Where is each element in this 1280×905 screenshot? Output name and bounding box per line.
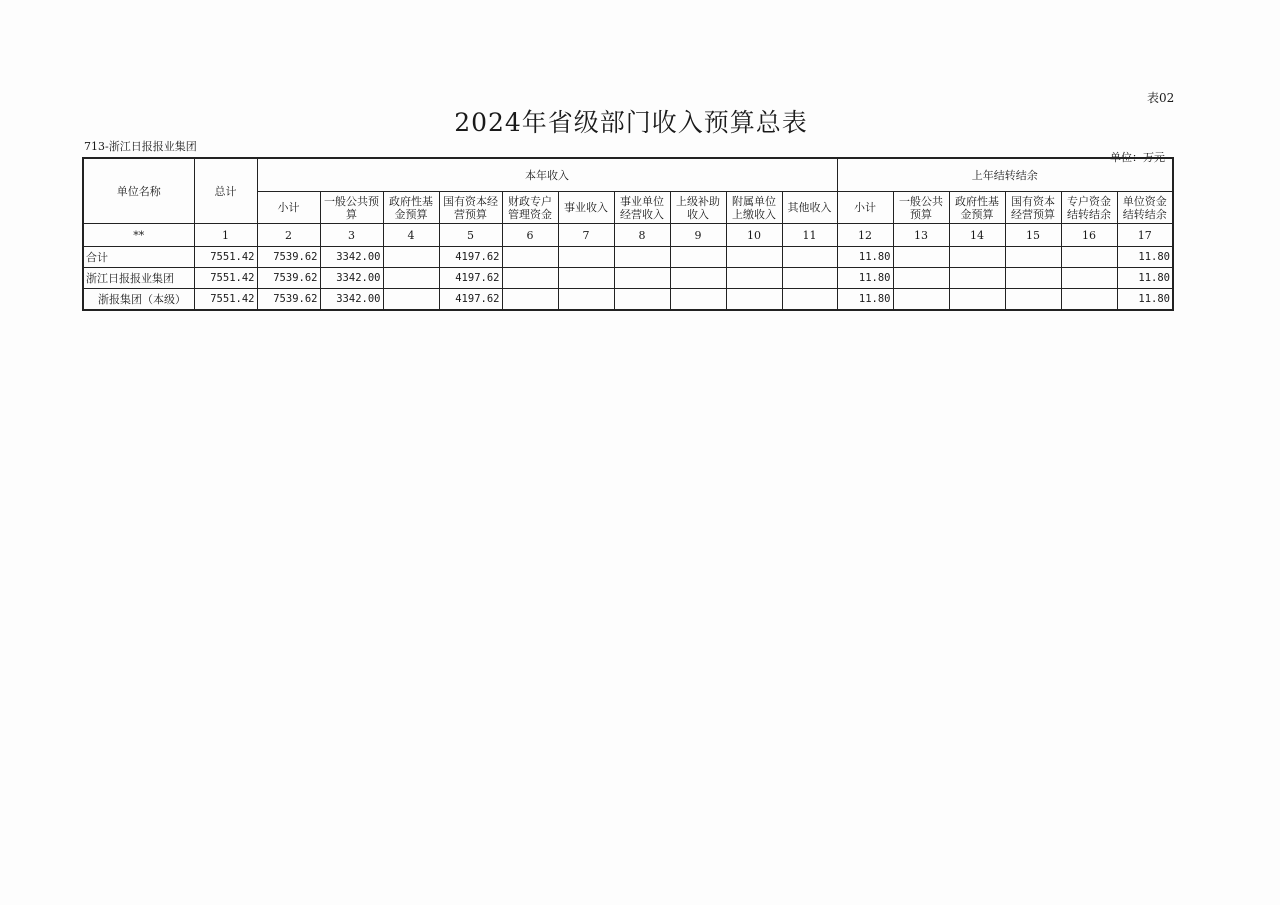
department-label: 713-浙江日报报业集团 (84, 140, 197, 153)
header-current-year-col: 财政专户管理资金 (502, 192, 558, 224)
header-carryover-col: 政府性基金预算 (949, 192, 1005, 224)
header-carryover-col: 专户资金结转结余 (1061, 192, 1117, 224)
table-cell (1005, 247, 1061, 268)
table-cell (558, 289, 614, 311)
header-current-year-col: 其他收入 (782, 192, 837, 224)
header-carryover-col: 一般公共预算 (893, 192, 949, 224)
header-current-year-col: 附属单位上缴收入 (726, 192, 782, 224)
table-cell (383, 268, 439, 289)
column-index-cell: 17 (1117, 224, 1173, 247)
table-cell: 11.80 (837, 268, 893, 289)
header-current-year-col: 政府性基金预算 (383, 192, 439, 224)
column-index-cell: 3 (320, 224, 383, 247)
header-current-year-col: 小计 (257, 192, 320, 224)
table-cell (1061, 268, 1117, 289)
column-index-cell: 14 (949, 224, 1005, 247)
column-index-cell: 1 (194, 224, 257, 247)
table-cell: 11.80 (1117, 268, 1173, 289)
table-cell: 4197.62 (439, 247, 502, 268)
table-cell (502, 247, 558, 268)
table-cell (949, 268, 1005, 289)
column-index-cell: 2 (257, 224, 320, 247)
table-cell (558, 268, 614, 289)
table-cell (782, 268, 837, 289)
table-cell (670, 268, 726, 289)
table-cell (1005, 268, 1061, 289)
table-cell: 11.80 (837, 247, 893, 268)
header-current-year-col: 事业单位经营收入 (614, 192, 670, 224)
table-cell (949, 289, 1005, 311)
table-cell (949, 247, 1005, 268)
column-index-cell: 5 (439, 224, 502, 247)
table-cell (670, 289, 726, 311)
row-unit-name: 浙江日报报业集团 (83, 268, 194, 289)
revenue-budget-table (82, 157, 1174, 311)
table-cell: 3342.00 (320, 289, 383, 311)
table-cell: 3342.00 (320, 247, 383, 268)
table-cell (782, 247, 837, 268)
header-current-year-col: 国有资本经营预算 (439, 192, 502, 224)
row-unit-name: 浙报集团（本级） (83, 289, 194, 311)
column-index-cell: 8 (614, 224, 670, 247)
table-cell: 11.80 (1117, 247, 1173, 268)
table-row (83, 268, 1173, 289)
column-index-cell: 6 (502, 224, 558, 247)
table-row (83, 247, 1173, 268)
table-cell: 7551.42 (194, 247, 257, 268)
table-cell: 7539.62 (257, 268, 320, 289)
page-title: 2024年省级部门收入预算总表 (454, 108, 808, 137)
table-cell: 4197.62 (439, 289, 502, 311)
header-current-year-col: 事业收入 (558, 192, 614, 224)
column-index-cell: 16 (1061, 224, 1117, 247)
unit-label: 单位：万元 (1110, 151, 1165, 164)
header-carryover-group: 上年结转结余 (837, 158, 1173, 192)
table-cell (726, 289, 782, 311)
header-unit-name: 单位名称 (83, 158, 194, 224)
column-index-cell: 7 (558, 224, 614, 247)
table-cell (558, 247, 614, 268)
column-index-cell: 11 (782, 224, 837, 247)
header-carryover-col: 单位资金结转结余 (1117, 192, 1173, 224)
table-number-label: 表02 (1147, 91, 1175, 105)
column-index-cell: 10 (726, 224, 782, 247)
table-cell (1061, 247, 1117, 268)
column-index-cell: 13 (893, 224, 949, 247)
table-cell: 4197.62 (439, 268, 502, 289)
table-cell (614, 289, 670, 311)
table-cell (670, 247, 726, 268)
table-cell: 11.80 (837, 289, 893, 311)
table-row (83, 289, 1173, 311)
table-cell (383, 289, 439, 311)
table-cell (726, 247, 782, 268)
row-unit-name: 合计 (83, 247, 194, 268)
header-total: 总计 (194, 158, 257, 224)
column-index-cell: 4 (383, 224, 439, 247)
table-cell (1061, 289, 1117, 311)
header-carryover-col: 小计 (837, 192, 893, 224)
table-cell (726, 268, 782, 289)
header-carryover-col: 国有资本经营预算 (1005, 192, 1061, 224)
table-cell (502, 289, 558, 311)
table-cell (383, 247, 439, 268)
column-index-cell: 9 (670, 224, 726, 247)
table-cell (614, 247, 670, 268)
header-current-year-col: 一般公共预算 (320, 192, 383, 224)
table-cell (893, 247, 949, 268)
table-cell (893, 268, 949, 289)
column-index-row (83, 224, 1173, 247)
table-cell: 3342.00 (320, 268, 383, 289)
column-index-cell: ** (83, 224, 194, 247)
table-cell (502, 268, 558, 289)
table-cell (782, 289, 837, 311)
table-cell (893, 289, 949, 311)
header-current-year-col: 上级补助收入 (670, 192, 726, 224)
table-cell (1005, 289, 1061, 311)
table-cell: 7551.42 (194, 268, 257, 289)
column-index-cell: 12 (837, 224, 893, 247)
table-cell: 7539.62 (257, 247, 320, 268)
table-cell: 7551.42 (194, 289, 257, 311)
table-body (83, 247, 1173, 311)
column-index-cell: 15 (1005, 224, 1061, 247)
table-cell: 11.80 (1117, 289, 1173, 311)
table-cell: 7539.62 (257, 289, 320, 311)
table-cell (614, 268, 670, 289)
header-current-year-group: 本年收入 (257, 158, 837, 192)
